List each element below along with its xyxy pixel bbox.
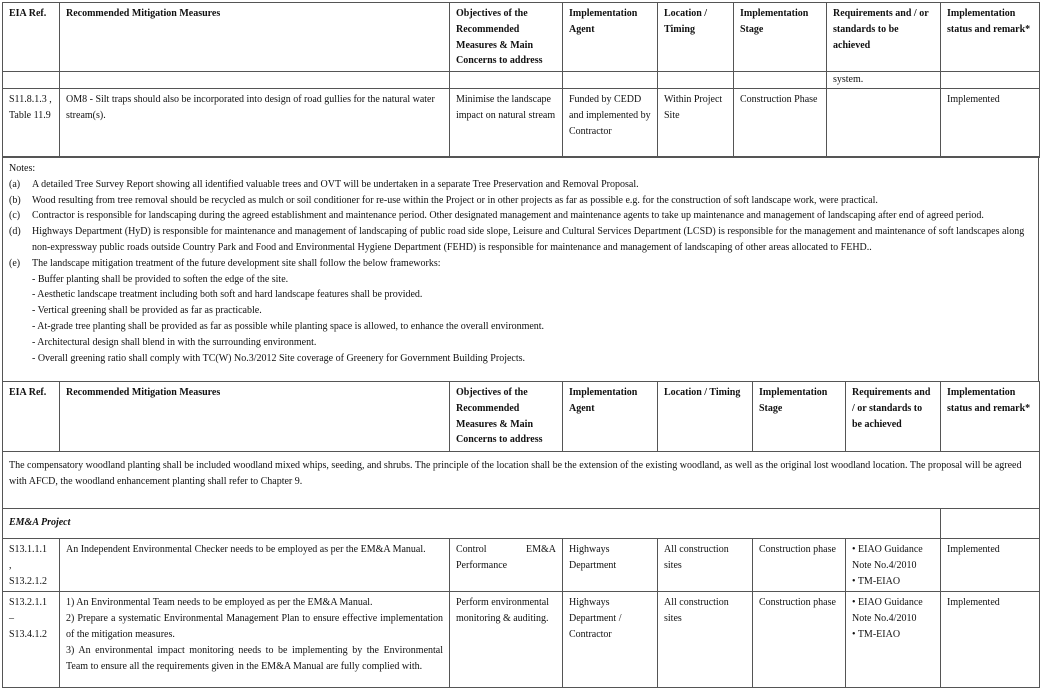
row-et-stage: Construction phase xyxy=(753,592,846,688)
note-label: (e) xyxy=(9,257,21,269)
notes-title: Notes: xyxy=(9,163,36,174)
framework-item: - Overall greening ratio shall comply with TC(W) No.3/2012 Site coverage of Greenery for Government Building Projects. xyxy=(32,352,526,364)
note-text: A detailed Tree Survey Report showing all identified valuable trees and OVT will be undertaken in a separate Tree Preservation and Removal Proposal. xyxy=(32,178,639,190)
header-stage: Implementation Stage xyxy=(734,3,827,72)
top-table-block xyxy=(2,2,1039,158)
cont-requirements: system. xyxy=(827,72,941,89)
framework-item: - At-grade tree planting shall be provided as far as possible while planting space is allowed, to enhance the overall environment. xyxy=(32,320,545,332)
measure-item: 1) An Environmental Team needs to be employed as per the EM&A Manual. xyxy=(66,597,373,609)
row-om8-requirements xyxy=(827,89,941,158)
header-status: Implementation status and remark* xyxy=(941,3,1040,72)
note-item xyxy=(9,208,1032,224)
header-agent: Implementation Agent xyxy=(563,3,658,72)
row-om8-measure: OM8 - Silt traps should also be incorporated into design of road gullies for the natural water stream(s). xyxy=(60,89,450,158)
row-om8-stage: Construction Phase xyxy=(734,89,827,158)
note-label: (d) xyxy=(9,226,21,238)
table-header-row xyxy=(3,3,1040,72)
ref-line: , xyxy=(9,559,12,571)
header-location: Location / Timing xyxy=(658,3,734,72)
framework-list xyxy=(9,272,1032,367)
table-row xyxy=(3,452,1040,509)
header-objectives: Objectives of the Recommended Measures & Main Concerns to address xyxy=(450,382,563,452)
note-label: (b) xyxy=(9,194,21,206)
mitigation-table-bottom xyxy=(2,381,1040,688)
framework-item: - Vertical greening shall be provided as far as practicable. xyxy=(32,305,262,317)
ref-line: S13.2.1.2 xyxy=(9,575,48,587)
row-et-measures xyxy=(60,592,450,688)
header-eia-ref: EIA Ref. xyxy=(3,382,60,452)
ref-line: – xyxy=(9,613,14,625)
row-iec-ref xyxy=(3,539,60,592)
row-om8-ref: S11.8.1.3 , Table 11.9 xyxy=(3,89,60,158)
ref-line: S13.1.1.1 xyxy=(9,544,48,555)
table-row xyxy=(3,72,1040,89)
note-text: Contractor is responsible for landscaping during the agreed establishment and maintenance period. Other designated management and maintenance agents to take up maintenance and management of landscaping after end of agreed period. xyxy=(32,210,984,222)
header-requirements: Requirements and / or standards to be achieved xyxy=(827,3,941,72)
requirement-item: • EIAO Guidance Note No.4/2010 xyxy=(852,595,934,627)
row-et-status: Implemented xyxy=(941,592,1040,688)
note-label: (a) xyxy=(9,178,21,190)
row-om8-agent: Funded by CEDD and implemented by Contractor xyxy=(563,89,658,158)
table-row xyxy=(3,539,1040,592)
row-et-requirements xyxy=(846,592,941,688)
woodland-text: The compensatory woodland planting shall be included woodland mixed whips, seeding, and shrubs. The principle of the location shall be the extension of the existing woodland, as well as the original lost woodland location. The proposal will be agreed with AFCD, the woodland enhancement planting shall refer to Chapter 9. xyxy=(3,452,1040,509)
row-iec-location: All construction sites xyxy=(658,539,753,592)
row-om8-location: Within Project Site xyxy=(658,89,734,158)
row-om8-objective: Minimise the landscape impact on natural stream xyxy=(450,89,563,158)
table-row xyxy=(3,89,1040,158)
note-text: Highways Department (HyD) is responsible for maintenance and management of landscaping of public road side slope, Leisure and Cultural Services Department (LCSD) is responsible for the management and maintenance of soft landscapes along non-expressway public roads outside Country Park and Food and Environmental Hygiene Department (FEHD) is responsible for maintenance and management of landscaping of other areas allocated to FEHD.. xyxy=(32,226,1025,253)
bottom-table-block xyxy=(2,381,1039,688)
row-iec-status: Implemented xyxy=(941,539,1040,592)
header-location: Location / Timing xyxy=(658,382,753,452)
note-item xyxy=(9,256,1032,272)
ref-line: S13.4.1.2 xyxy=(9,628,48,640)
mitigation-table-top xyxy=(2,2,1040,158)
row-iec-objective: Control EM&A Performance xyxy=(450,539,563,592)
row-et-ref xyxy=(3,592,60,688)
framework-item: - Architectural design shall blend in with the surrounding environment. xyxy=(32,336,317,348)
row-et-objective: Perform environmental monitoring & auditing. xyxy=(450,592,563,688)
header-eia-ref: EIA Ref. xyxy=(3,3,60,72)
note-item xyxy=(9,224,1032,256)
table-row xyxy=(3,592,1040,688)
header-agent: Implementation Agent xyxy=(563,382,658,452)
note-label: (c) xyxy=(9,210,21,222)
note-item xyxy=(9,193,1032,209)
header-requirements: Requirements and / or standards to be achieved xyxy=(846,382,941,452)
section-row xyxy=(3,509,1040,539)
row-et-location: All construction sites xyxy=(658,592,753,688)
framework-item: - Buffer planting shall be provided to soften the edge of the site. xyxy=(32,273,289,285)
row-et-agent: Highways Department / Contractor xyxy=(563,592,658,688)
note-text: The landscape mitigation treatment of the future development site shall follow the below frameworks: xyxy=(32,257,441,269)
row-iec-stage: Construction phase xyxy=(753,539,846,592)
section-title: EM&A Project xyxy=(3,509,941,539)
requirement-item: • EIAO Guidance Note No.4/2010 xyxy=(852,542,934,574)
ref-line: S13.2.1.1 xyxy=(9,597,48,609)
header-stage: Implementation Stage xyxy=(753,382,846,452)
measure-item: 2) Prepare a systematic Environmental Management Plan to ensure effective implementation of the mitigation measures. xyxy=(66,613,443,640)
row-om8-status: Implemented xyxy=(941,89,1040,158)
requirement-item: • TM-EIAO xyxy=(852,627,934,643)
header-measures: Recommended Mitigation Measures xyxy=(60,3,450,72)
header-objectives: Objectives of the Recommended Measures & Main Concerns to address xyxy=(450,3,563,72)
header-measures: Recommended Mitigation Measures xyxy=(60,382,450,452)
measure-item: 3) An environmental impact monitoring needs to be implementing by the Environmental Team to ensure all the requirements given in the EM&A Manual are fully complied with. xyxy=(66,644,443,672)
notes-box xyxy=(2,156,1039,382)
note-item xyxy=(9,177,1032,193)
row-iec-agent: Highways Department xyxy=(563,539,658,592)
header-status: Implementation status and remark* xyxy=(941,382,1040,452)
requirement-item: • TM-EIAO xyxy=(852,574,934,590)
framework-item: - Aesthetic landscape treatment including both soft and hard landscape features shall be provided. xyxy=(32,289,423,301)
row-iec-requirements xyxy=(846,539,941,592)
note-text: Wood resulting from tree removal should be recycled as mulch or soil conditioner for re-use within the Project or in other projects as far as possible e.g. for the construction of soft landscape work, were practical. xyxy=(32,194,878,206)
row-iec-measure: An Independent Environmental Checker needs to be employed as per the EM&A Manual. xyxy=(60,539,450,592)
table-header-row xyxy=(3,382,1040,452)
